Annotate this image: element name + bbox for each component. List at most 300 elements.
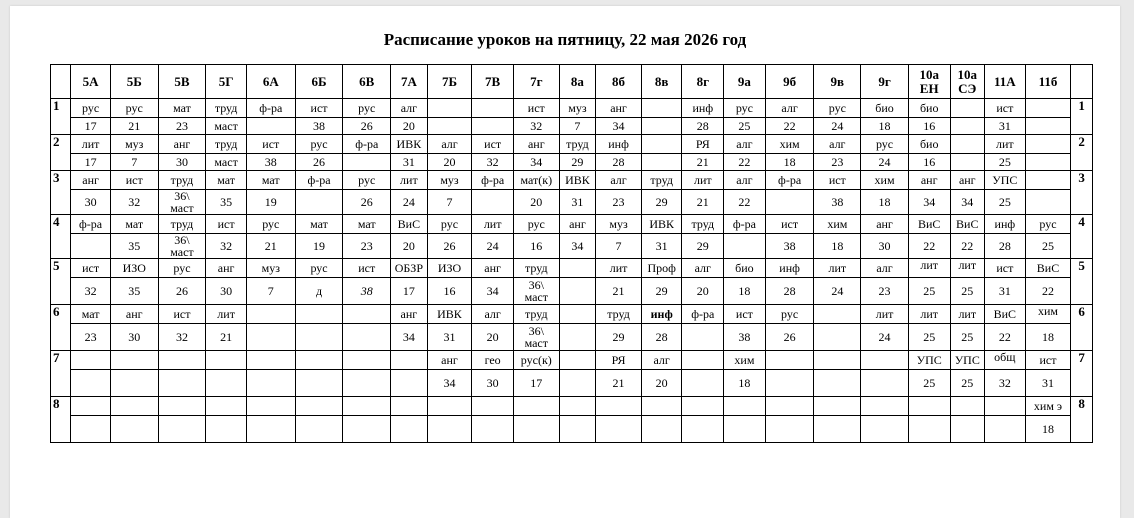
class-header: 9а <box>724 65 766 99</box>
room-cell: 17 <box>391 278 428 305</box>
room-cell: 25 <box>950 324 985 351</box>
subject-cell: рус <box>343 99 391 118</box>
subject-cell <box>472 397 514 416</box>
subject-cell: мат <box>343 215 391 234</box>
class-header: 6Б <box>295 65 343 99</box>
lesson-room-row <box>51 118 1093 135</box>
room-cell <box>559 324 596 351</box>
room-cell: 7 <box>246 278 295 305</box>
class-header: 7г <box>513 65 559 99</box>
class-header: 8б <box>596 65 642 99</box>
subject-cell: хим <box>765 135 814 154</box>
subject-cell: лит <box>206 305 247 324</box>
room-cell <box>246 370 295 397</box>
room-cell: 7 <box>559 118 596 135</box>
subject-cell: ф-ра <box>71 215 111 234</box>
subject-cell <box>71 351 111 370</box>
room-cell: 31 <box>559 190 596 215</box>
room-cell: 26 <box>343 190 391 215</box>
subject-cell: общ <box>985 351 1026 370</box>
room-cell: 29 <box>641 278 682 305</box>
class-header: 8а <box>559 65 596 99</box>
subject-cell: рус <box>513 215 559 234</box>
subject-cell: инф <box>765 259 814 278</box>
subject-cell <box>427 397 472 416</box>
subject-cell: ист <box>246 135 295 154</box>
room-cell: 26 <box>343 118 391 135</box>
subject-cell: анг <box>472 259 514 278</box>
subject-cell: мат(к) <box>513 171 559 190</box>
subject-cell <box>682 397 724 416</box>
subject-cell: рус <box>724 99 766 118</box>
lesson-number-right: 5 <box>1071 259 1093 305</box>
room-cell: 21 <box>110 118 158 135</box>
subject-cell: мат <box>110 215 158 234</box>
subject-cell: ИВК <box>391 135 428 154</box>
subject-cell: инф <box>682 99 724 118</box>
subject-cell <box>1025 99 1071 118</box>
room-cell <box>908 416 950 443</box>
corner-cell <box>1071 65 1093 99</box>
room-cell <box>950 416 985 443</box>
subject-cell: ВиС <box>950 215 985 234</box>
room-cell: 18 <box>724 278 766 305</box>
subject-cell: анг <box>513 135 559 154</box>
subject-cell: муз <box>427 171 472 190</box>
subject-cell <box>472 99 514 118</box>
room-cell: 7 <box>427 190 472 215</box>
subject-cell: ист <box>343 259 391 278</box>
subject-cell: ист <box>985 259 1026 278</box>
lesson-subject-row <box>51 99 1093 118</box>
subject-cell: лит <box>814 259 861 278</box>
room-cell: 21 <box>206 324 247 351</box>
room-cell: 22 <box>950 234 985 259</box>
room-cell: 22 <box>1025 278 1071 305</box>
room-cell: 16 <box>908 118 950 135</box>
subject-cell <box>158 351 206 370</box>
subject-cell: инф <box>641 305 682 324</box>
room-cell: 20 <box>391 118 428 135</box>
subject-cell <box>427 99 472 118</box>
room-cell: 29 <box>641 190 682 215</box>
room-cell <box>814 416 861 443</box>
lesson-number-right: 8 <box>1071 397 1093 443</box>
class-header: 7В <box>472 65 514 99</box>
subject-cell <box>950 397 985 416</box>
subject-cell: анг <box>908 171 950 190</box>
subject-cell: УПС <box>985 171 1026 190</box>
subject-cell: рус <box>861 135 909 154</box>
room-cell: 36\ маст <box>158 190 206 215</box>
room-cell: 31 <box>391 154 428 171</box>
room-cell: 30 <box>110 324 158 351</box>
subject-cell <box>724 397 766 416</box>
subject-cell <box>295 351 343 370</box>
room-cell: 31 <box>985 118 1026 135</box>
document-title: Расписание уроков на пятницу, 22 мая 2026 год <box>383 30 747 49</box>
room-cell <box>391 370 428 397</box>
room-cell: 20 <box>513 190 559 215</box>
room-cell: 23 <box>343 234 391 259</box>
room-cell: 26 <box>158 278 206 305</box>
subject-cell <box>950 135 985 154</box>
room-cell: 31 <box>985 278 1026 305</box>
subject-cell <box>765 351 814 370</box>
subject-cell <box>343 351 391 370</box>
room-cell: 25 <box>985 154 1026 171</box>
subject-cell: анг <box>950 171 985 190</box>
lesson-number-right: 6 <box>1071 305 1093 351</box>
room-cell: 20 <box>682 278 724 305</box>
lesson-number: 5 <box>51 259 71 305</box>
subject-cell: рус <box>158 259 206 278</box>
room-cell: 30 <box>158 154 206 171</box>
subject-cell: хим <box>814 215 861 234</box>
room-cell: 16 <box>908 154 950 171</box>
class-header: 7Б <box>427 65 472 99</box>
class-header: 6В <box>343 65 391 99</box>
room-cell: 30 <box>206 278 247 305</box>
subject-cell: труд <box>158 215 206 234</box>
subject-cell: био <box>908 99 950 118</box>
subject-cell <box>559 397 596 416</box>
room-cell: 26 <box>427 234 472 259</box>
room-cell <box>472 190 514 215</box>
room-cell: 25 <box>908 370 950 397</box>
subject-cell: лит <box>861 305 909 324</box>
subject-cell: мат <box>206 171 247 190</box>
subject-cell: ф-ра <box>682 305 724 324</box>
subject-cell: УПС <box>908 351 950 370</box>
room-cell: 17 <box>71 118 111 135</box>
room-cell <box>724 416 766 443</box>
room-cell <box>641 118 682 135</box>
subject-cell: муз <box>596 215 642 234</box>
room-cell: 24 <box>861 324 909 351</box>
room-cell: 34 <box>391 324 428 351</box>
subject-cell <box>1025 135 1071 154</box>
class-header: 9в <box>814 65 861 99</box>
room-cell: 34 <box>908 190 950 215</box>
class-header: 11б <box>1025 65 1071 99</box>
room-cell: 28 <box>765 278 814 305</box>
subject-cell: лит <box>908 259 950 278</box>
room-cell: 18 <box>814 234 861 259</box>
subject-cell: рус <box>814 99 861 118</box>
room-cell: 24 <box>814 278 861 305</box>
subject-cell: труд <box>559 135 596 154</box>
room-cell <box>343 370 391 397</box>
corner-cell <box>51 65 71 99</box>
subject-cell: ф-ра <box>343 135 391 154</box>
room-cell <box>682 416 724 443</box>
room-cell: 29 <box>559 154 596 171</box>
subject-cell: рус <box>427 215 472 234</box>
subject-cell <box>908 397 950 416</box>
room-cell: 24 <box>814 118 861 135</box>
room-cell: 31 <box>641 234 682 259</box>
room-cell <box>1025 190 1071 215</box>
room-cell: 18 <box>861 118 909 135</box>
subject-cell: лит <box>596 259 642 278</box>
subject-cell <box>641 397 682 416</box>
lesson-number-right: 2 <box>1071 135 1093 171</box>
room-cell: 19 <box>295 234 343 259</box>
room-cell: 21 <box>682 154 724 171</box>
room-cell <box>559 278 596 305</box>
class-header: 10а СЭ <box>950 65 985 99</box>
room-cell: 36\ маст <box>513 278 559 305</box>
subject-cell: рус <box>1025 215 1071 234</box>
room-cell: 34 <box>950 190 985 215</box>
room-cell <box>295 416 343 443</box>
subject-cell: рус(к) <box>513 351 559 370</box>
room-cell <box>861 416 909 443</box>
room-cell <box>427 416 472 443</box>
subject-cell: анг <box>71 171 111 190</box>
subject-cell: ИВК <box>427 305 472 324</box>
room-cell: 23 <box>814 154 861 171</box>
room-cell <box>110 416 158 443</box>
lesson-number-right: 4 <box>1071 215 1093 259</box>
room-cell: 21 <box>596 278 642 305</box>
lesson-number-right: 7 <box>1071 351 1093 397</box>
room-cell: 32 <box>472 154 514 171</box>
room-cell: 32 <box>206 234 247 259</box>
subject-cell: инф <box>985 215 1026 234</box>
lesson-number-right: 3 <box>1071 171 1093 215</box>
schedule-document <box>10 6 1120 518</box>
lesson-subject-row <box>51 171 1093 190</box>
room-cell: 19 <box>246 190 295 215</box>
lesson-number-right: 1 <box>1071 99 1093 135</box>
subject-cell: РЯ <box>682 135 724 154</box>
subject-cell: ВиС <box>908 215 950 234</box>
subject-cell: алг <box>814 135 861 154</box>
subject-cell: ист <box>814 171 861 190</box>
class-header: 11А <box>985 65 1026 99</box>
subject-cell: алг <box>682 259 724 278</box>
subject-cell: ист <box>206 215 247 234</box>
subject-cell <box>641 99 682 118</box>
lesson-number: 2 <box>51 135 71 171</box>
room-cell <box>641 416 682 443</box>
room-cell: маст <box>206 118 247 135</box>
room-cell: 34 <box>596 118 642 135</box>
room-cell: 31 <box>1025 370 1071 397</box>
subject-cell <box>206 351 247 370</box>
subject-cell <box>559 351 596 370</box>
subject-cell <box>158 397 206 416</box>
room-cell: 23 <box>596 190 642 215</box>
room-cell: 26 <box>765 324 814 351</box>
room-cell: 18 <box>861 190 909 215</box>
room-cell: 25 <box>985 190 1026 215</box>
lesson-subject-row <box>51 135 1093 154</box>
subject-cell <box>985 397 1026 416</box>
subject-cell <box>246 351 295 370</box>
subject-cell: рус <box>110 99 158 118</box>
subject-cell: лит <box>908 305 950 324</box>
subject-cell: Проф <box>641 259 682 278</box>
room-cell: 34 <box>559 234 596 259</box>
room-cell <box>343 154 391 171</box>
room-cell: 18 <box>724 370 766 397</box>
room-cell: 22 <box>724 190 766 215</box>
class-header: 7А <box>391 65 428 99</box>
subject-cell: ф-ра <box>295 171 343 190</box>
room-cell: 35 <box>110 234 158 259</box>
subject-cell: труд <box>641 171 682 190</box>
subject-cell: анг <box>110 305 158 324</box>
subject-cell <box>206 397 247 416</box>
class-header: 5А <box>71 65 111 99</box>
subject-cell: анг <box>861 215 909 234</box>
lesson-room-row <box>51 370 1093 397</box>
room-cell <box>1025 118 1071 135</box>
subject-cell: ист <box>513 99 559 118</box>
room-cell: 28 <box>682 118 724 135</box>
room-cell <box>682 324 724 351</box>
room-cell <box>950 118 985 135</box>
subject-cell: рус <box>71 99 111 118</box>
room-cell: 7 <box>596 234 642 259</box>
subject-cell: труд <box>682 215 724 234</box>
subject-cell <box>559 305 596 324</box>
subject-cell <box>596 397 642 416</box>
subject-cell: мат <box>295 215 343 234</box>
room-cell: 35 <box>206 190 247 215</box>
room-cell: 38 <box>814 190 861 215</box>
subject-cell: лит <box>682 171 724 190</box>
subject-cell <box>246 305 295 324</box>
lesson-subject-row <box>51 305 1093 324</box>
subject-cell: био <box>861 99 909 118</box>
subject-cell <box>295 305 343 324</box>
subject-cell: ИВК <box>641 215 682 234</box>
room-cell: 30 <box>71 190 111 215</box>
room-cell <box>206 370 247 397</box>
subject-cell: хим <box>724 351 766 370</box>
room-cell: 38 <box>343 278 391 305</box>
class-header: 5Б <box>110 65 158 99</box>
room-cell: 29 <box>682 234 724 259</box>
lesson-room-row <box>51 234 1093 259</box>
room-cell <box>472 118 514 135</box>
room-cell: 17 <box>71 154 111 171</box>
subject-cell: ф-ра <box>246 99 295 118</box>
room-cell <box>861 370 909 397</box>
room-cell <box>641 154 682 171</box>
subject-cell: хим э <box>1025 397 1071 416</box>
subject-cell: рус <box>295 259 343 278</box>
subject-cell: лит <box>71 135 111 154</box>
room-cell <box>427 118 472 135</box>
subject-cell: ИЗО <box>110 259 158 278</box>
subject-cell: ВиС <box>985 305 1026 324</box>
subject-cell: УПС <box>950 351 985 370</box>
room-cell: 24 <box>472 234 514 259</box>
room-cell: 24 <box>861 154 909 171</box>
subject-cell: алг <box>641 351 682 370</box>
subject-cell: ИВК <box>559 171 596 190</box>
lesson-room-row <box>51 324 1093 351</box>
room-cell: 31 <box>427 324 472 351</box>
subject-cell <box>391 351 428 370</box>
class-header: 5Г <box>206 65 247 99</box>
room-cell: 20 <box>472 324 514 351</box>
subject-cell <box>765 397 814 416</box>
subject-cell: алг <box>861 259 909 278</box>
room-cell: 28 <box>985 234 1026 259</box>
room-cell <box>559 416 596 443</box>
subject-cell: рус <box>765 305 814 324</box>
subject-cell <box>682 351 724 370</box>
subject-cell: ист <box>724 305 766 324</box>
subject-cell <box>861 397 909 416</box>
room-cell <box>110 370 158 397</box>
subject-cell <box>71 397 111 416</box>
subject-cell: алг <box>427 135 472 154</box>
room-cell <box>71 234 111 259</box>
class-header: 10а ЕН <box>908 65 950 99</box>
subject-cell: мат <box>158 99 206 118</box>
subject-cell: ф-ра <box>724 215 766 234</box>
subject-cell: анг <box>206 259 247 278</box>
room-cell: 29 <box>596 324 642 351</box>
subject-cell: хим <box>1025 305 1071 324</box>
subject-cell <box>513 397 559 416</box>
room-cell <box>765 190 814 215</box>
room-cell: 23 <box>71 324 111 351</box>
room-cell: 32 <box>110 190 158 215</box>
room-cell: 17 <box>513 370 559 397</box>
lesson-room-row <box>51 154 1093 171</box>
subject-cell: рус <box>343 171 391 190</box>
subject-cell: био <box>724 259 766 278</box>
subject-cell: муз <box>246 259 295 278</box>
room-cell: 7 <box>110 154 158 171</box>
subject-cell <box>814 351 861 370</box>
room-cell <box>158 416 206 443</box>
subject-cell: ист <box>472 135 514 154</box>
room-cell: 28 <box>596 154 642 171</box>
room-cell <box>765 370 814 397</box>
room-cell <box>765 416 814 443</box>
room-cell: 16 <box>427 278 472 305</box>
lesson-number: 1 <box>51 99 71 135</box>
room-cell <box>1025 154 1071 171</box>
subject-cell <box>343 305 391 324</box>
class-header: 6А <box>246 65 295 99</box>
subject-cell: муз <box>110 135 158 154</box>
room-cell: 26 <box>295 154 343 171</box>
room-cell: 20 <box>641 370 682 397</box>
room-cell: 25 <box>724 118 766 135</box>
subject-cell <box>559 259 596 278</box>
room-cell: 38 <box>246 154 295 171</box>
subject-cell: алг <box>765 99 814 118</box>
subject-cell: ист <box>985 99 1026 118</box>
room-cell: 38 <box>295 118 343 135</box>
room-cell <box>559 370 596 397</box>
subject-cell: ист <box>295 99 343 118</box>
room-cell <box>295 370 343 397</box>
room-cell <box>950 154 985 171</box>
room-cell: 30 <box>861 234 909 259</box>
room-cell <box>513 416 559 443</box>
